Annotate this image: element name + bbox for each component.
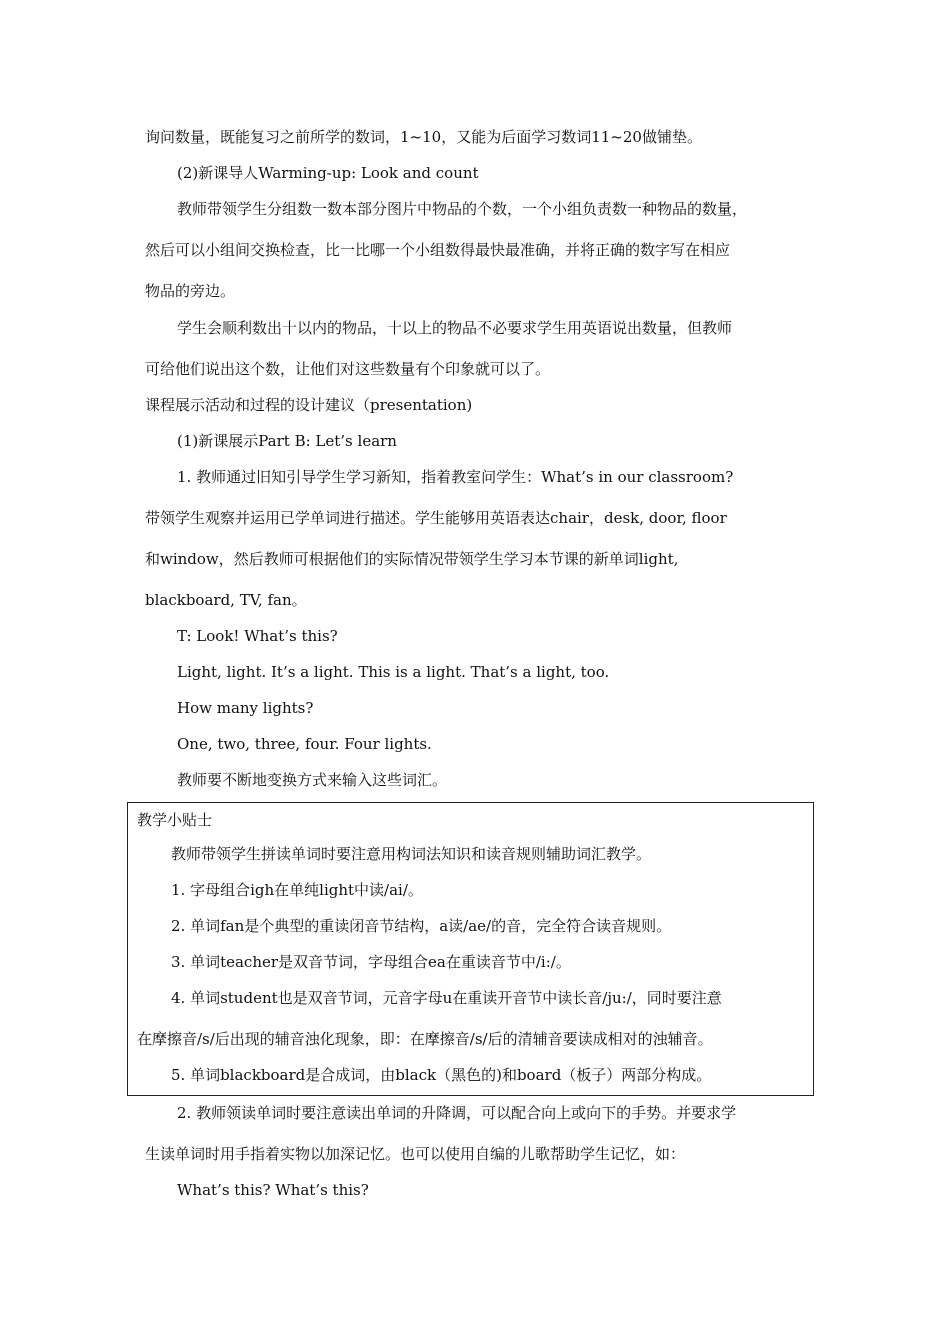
text-line: 和window，然后教师可根据他们的实际情况带领学生学习本节课的新单词light,	[145, 550, 679, 568]
text-line: blackboard, TV, fan。	[145, 591, 307, 609]
dialogue-line: How many lights?	[177, 699, 314, 717]
tip-line: 教师带领学生拼读单词时要注意用构词法知识和读音规则辅助词汇教学。	[171, 845, 652, 863]
section-heading-presentation: 课程展示活动和过程的设计建议（presentation)	[145, 396, 473, 414]
tip-line: 1. 字母组合igh在单纯light中读/ai/。	[171, 881, 423, 899]
dialogue-line: Light, light. It’s a light. This is a light. That’s a light, too.	[177, 663, 610, 681]
text-line: 然后可以小组间交换检查，比一比哪一个小组数得最快最准确，并将正确的数字写在相应	[145, 241, 731, 259]
dialogue-line: What’s this? What’s this?	[177, 1181, 369, 1199]
text-line: 教师带领学生分组数一数本部分图片中物品的个数，一个小组负责数一种物品的数量，	[177, 200, 748, 218]
dialogue-line: One, two, three, four. Four lights.	[177, 735, 432, 753]
tip-line: 5. 单词blackboard是合成词，由black（黑色的)和board（板子）两部分构成。	[171, 1066, 712, 1084]
section-heading-lets-learn: (1)新课展示Part B: Let’s learn	[177, 432, 397, 450]
tip-line: 2. 单词fan是个典型的重读闭音节结构，a读/ae/的音，完全符合读音规则。	[171, 917, 672, 935]
teaching-tips-box	[127, 802, 814, 1096]
text-line: 可给他们说出这个数，让他们对这些数量有个印象就可以了。	[145, 360, 551, 378]
text-line: 询问数量，既能复习之前所学的数词，1~10，又能为后面学习数词11~20做铺垫。	[145, 128, 702, 146]
text-line: 2. 教师领读单词时要注意读出单词的升降调，可以配合向上或向下的手势。并要求学	[177, 1104, 737, 1122]
text-line: 教师要不断地变换方式来输入这些词汇。	[177, 771, 448, 789]
tip-line: 3. 单词teacher是双音节词，字母组合ea在重读音节中/i:/。	[171, 953, 571, 971]
text-line: 物品的旁边。	[145, 282, 236, 300]
text-line: 生读单词时用手指着实物以加深记忆。也可以使用自编的儿歌帮助学生记忆，如：	[145, 1145, 686, 1163]
dialogue-line: T: Look! What’s this?	[177, 627, 338, 645]
section-heading-warming-up: (2)新课导人Warming-up: Look and count	[177, 164, 479, 182]
tip-line: 4. 单词student也是双音节词，元音字母u在重读开音节中读长音/ju:/，同时要注意	[171, 989, 722, 1007]
text-line: 带领学生观察并运用已学单词进行描述。学生能够用英语表达chair，desk, door, floor	[145, 509, 727, 527]
tips-title: 教学小贴士	[137, 811, 213, 829]
text-line: 1. 教师通过旧知引导学生学习新知，指着教室问学生：What’s in our classroom?	[177, 468, 734, 486]
tip-line: 在摩擦音/s/后出现的辅音浊化现象，即：在摩擦音/s/后的清辅音要读成相对的浊辅音。	[137, 1030, 713, 1048]
text-line: 学生会顺利数出十以内的物品，十以上的物品不必要求学生用英语说出数量，但教师	[177, 319, 733, 337]
